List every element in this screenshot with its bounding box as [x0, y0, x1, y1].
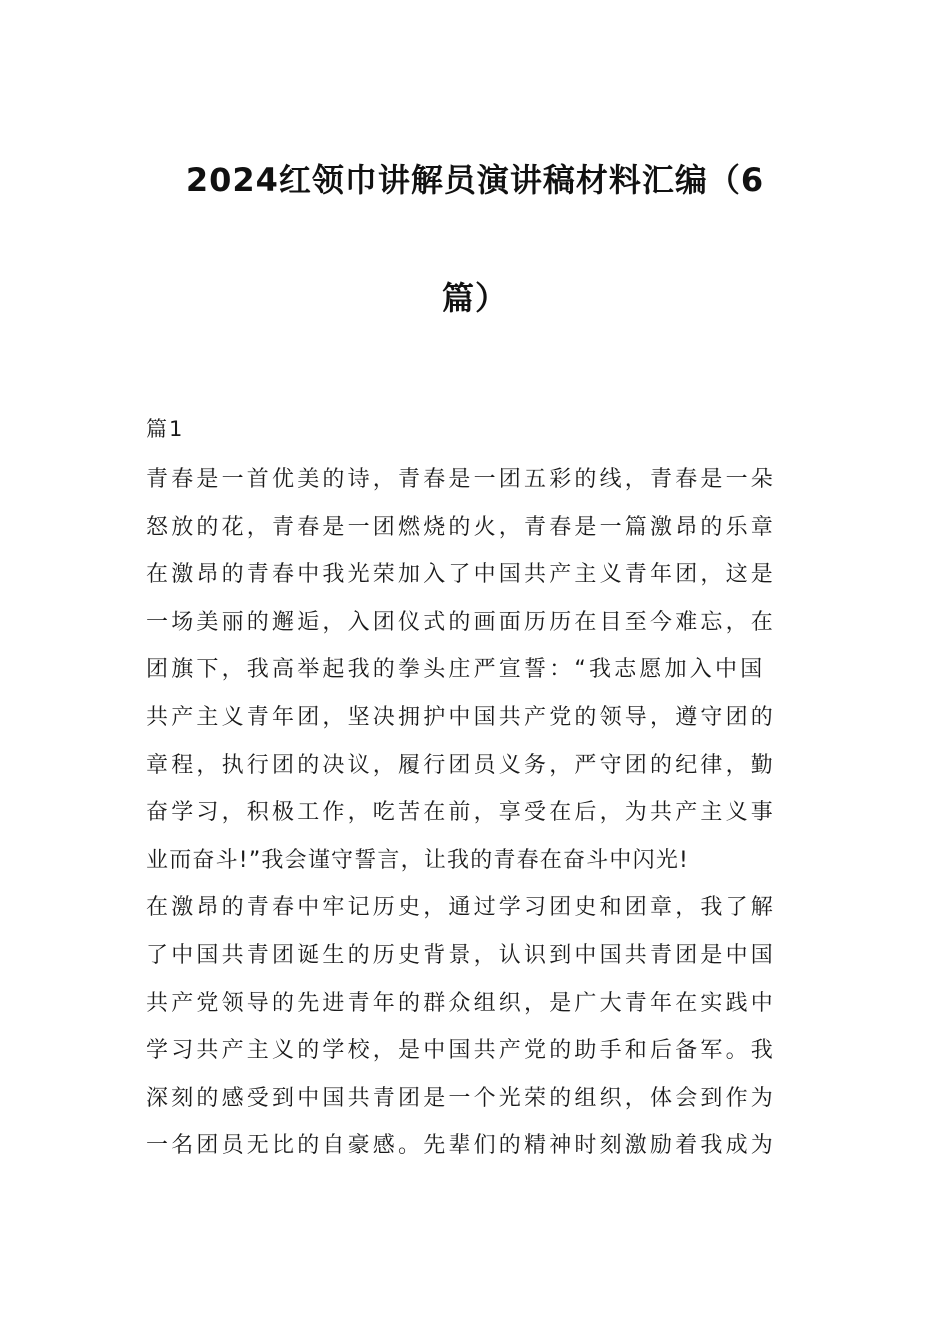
document-title-line-2: 篇） [441, 279, 508, 317]
body-line: 奋学习，积极工作，吃苦在前，享受在后，为共产主义事 [146, 800, 777, 826]
body-line: 一场美丽的邂逅，入团仪式的画面历历在目至今难忘，在 [146, 609, 777, 635]
body-line: 青春是一首优美的诗，青春是一团五彩的线，青春是一朵 [146, 467, 777, 492]
body-line: 团旗下，我高举起我的拳头庄严宣誓：“我志愿加入中国 [146, 657, 766, 683]
body-text [146, 462, 806, 1176]
body-line: 学习共产主义的学校，是中国共产党的助手和后备军。我 [146, 1038, 777, 1064]
section-label: 篇1 [146, 417, 185, 441]
body-line: 业而奋斗!”我会谨守誓言，让我的青春在奋斗中闪光! [146, 847, 690, 873]
document-title-line-1: 2024红领巾讲解员演讲稿材料汇编（6 [185, 161, 765, 199]
body-line: 章程，执行团的决议，履行团员义务，严守团的纪律，勤 [146, 752, 777, 778]
body-line: 怒放的花，青春是一团燃烧的火，青春是一篇激昂的乐章 [146, 514, 777, 540]
body-line: 一名团员无比的自豪感。先辈们的精神时刻激励着我成为 [146, 1133, 777, 1159]
body-line: 深刻的感受到中国共青团是一个光荣的组织，体会到作为 [146, 1085, 777, 1111]
body-line: 共产主义青年团，坚决拥护中国共产党的领导，遵守团的 [146, 704, 777, 730]
body-line: 在激昂的青春中牢记历史，通过学习团史和团章，我了解 [146, 895, 777, 921]
body-line: 了中国共青团诞生的历史背景，认识到中国共青团是中国 [146, 942, 777, 968]
body-line: 在激昂的青春中我光荣加入了中国共产主义青年团，这是 [146, 562, 777, 588]
body-line: 共产党领导的先进青年的群众组织，是广大青年在实践中 [146, 990, 777, 1016]
